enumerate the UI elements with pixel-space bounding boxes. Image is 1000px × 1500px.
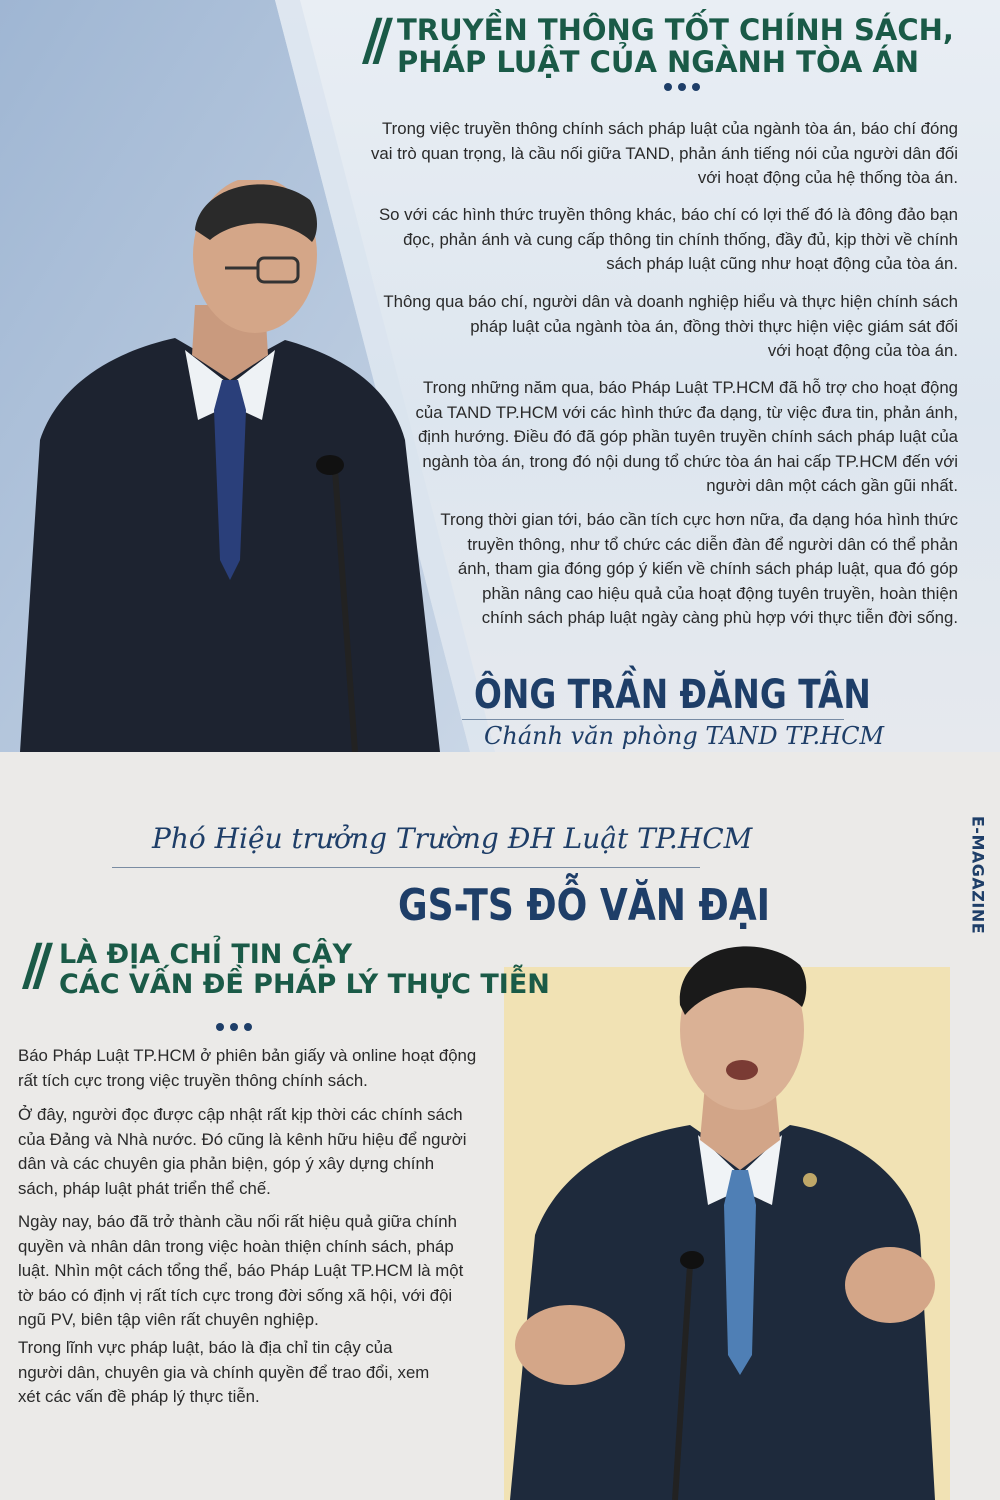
section-2-paragraph-2-line-3: dân và các chuyên gia phản biện, góp ý xây dựng chính bbox=[18, 1154, 435, 1173]
section-2-paragraph-4-line-1: Trong lĩnh vực pháp luật, báo là địa chỉ tin cậy của bbox=[18, 1338, 393, 1357]
speaker-2-divider bbox=[112, 867, 700, 868]
section-2-heading-line-2: CÁC VẤN ĐỀ PHÁP LÝ THỰC TIỄN bbox=[59, 969, 550, 1000]
section-1-paragraph-4-line-1: Trong những năm qua, báo Pháp Luật TP.HCM đã hỗ trợ cho hoạt động bbox=[422, 378, 958, 397]
section-2-paragraph-3-line-2: quyền và nhân dân trong việc hoàn thiện chính sách, pháp bbox=[18, 1236, 454, 1256]
section-1-heading-line-1: TRUYỀN THÔNG TỐT CHÍNH SÁCH, bbox=[397, 13, 954, 47]
section-1-paragraph-5-line-4: phần nâng cao hiệu quả của hoạt động tuyên truyền, hoàn thiện bbox=[482, 583, 958, 603]
section-2-paragraph-3-line-3: luật. Nhìn một cách tổng thể, báo Pháp Luật TP.HCM là một bbox=[18, 1261, 464, 1280]
section-2-paragraph-4 bbox=[18, 1336, 518, 1410]
section-1-paragraph-1-line-1: Trong việc truyền thông chính sách pháp luật của ngành tòa án, báo chí đóng bbox=[382, 119, 958, 138]
section-1-paragraph-5 bbox=[318, 508, 958, 631]
section-2-paragraph-3-line-4: tờ báo có định vị rất tích cực trong đời sống xã hội, với đội bbox=[18, 1285, 453, 1305]
heading-slash-decoration: // bbox=[362, 8, 383, 73]
section-1-paragraph-5-line-3: ánh, tham gia đóng góp ý kiến về chính sách pháp luật, qua đó góp bbox=[457, 559, 958, 578]
section-1-paragraph-2-line-1: So với các hình thức truyền thông khác, báo chí có lợi thế đó là đông đảo bạn bbox=[378, 205, 958, 224]
section-1-paragraph-3-line-1: Thông qua báo chí, người dân và doanh nghiệp hiểu và thực hiện chính sách bbox=[383, 292, 958, 311]
speaker-1-divider bbox=[462, 719, 844, 720]
section-1-heading-line-2: PHÁP LUẬT CỦA NGÀNH TÒA ÁN bbox=[397, 45, 920, 79]
section-2-paragraph-2-line-2: của Đảng và Nhà nước. Đó cũng là kênh hữu hiệu để người bbox=[18, 1129, 467, 1149]
section-1-paragraph-1 bbox=[318, 117, 958, 191]
section-1-paragraph-4 bbox=[318, 376, 958, 499]
speaker-1-name: ÔNG TRẦN ĐĂNG TÂN bbox=[474, 672, 871, 718]
section-1-paragraph-3-line-3: với hoạt động của tòa án. bbox=[767, 341, 958, 360]
section-2-paragraph-4-line-3: xét các vấn đề pháp lý thực tiễn. bbox=[18, 1387, 260, 1406]
section-2-paragraph-3-line-5: ngũ PV, biên tập viên rất chuyên nghiệp. bbox=[18, 1310, 319, 1329]
section-1-paragraph-4-line-2: của TAND TP.HCM với các hình thức đa dạng, từ việc đưa tin, phản ánh, bbox=[415, 402, 958, 422]
section-1-paragraph-5-line-5: chính sách pháp luật ngày càng phù hợp với thực tiễn đời sống. bbox=[481, 608, 958, 627]
section-2-paragraph-1-line-2: rất tích cực trong việc truyền thông chính sách. bbox=[18, 1070, 368, 1090]
section-1-paragraph-2 bbox=[318, 203, 958, 277]
section-1-paragraph-2-line-3: sách pháp luật cũng như hoạt động của tòa án. bbox=[606, 254, 958, 273]
e-magazine-side-tag: E-MAGAZINE bbox=[968, 815, 988, 935]
section-1-paragraph-2-line-2: đọc, phản ánh và cung cấp thông tin chính thống, đầy đủ, kịp thời về chính bbox=[403, 229, 958, 249]
section-1-paragraph-4-line-3: định hướng. Điều đó đã góp phần tuyên truyền chính sách pháp luật của bbox=[417, 427, 958, 446]
section-2-dots-divider bbox=[216, 1023, 252, 1031]
heading-slash-decoration-2: // bbox=[22, 933, 43, 998]
section-1-paragraph-4-line-4: ngành tòa án, trong đó nội dung tổ chức tòa án hai cấp TP.HCM đến với bbox=[422, 451, 958, 471]
section-1-paragraph-1-line-3: với hoạt động của hệ thống tòa án. bbox=[697, 168, 958, 187]
section-1-dots-divider bbox=[664, 83, 700, 91]
section-2-paragraph-2 bbox=[18, 1103, 518, 1201]
section-2-paragraph-4-line-2: người dân, chuyên gia và chính quyền để trao đổi, xem bbox=[18, 1362, 430, 1382]
section-1-paragraph-4-line-5: người dân một cách gần gũi nhất. bbox=[706, 476, 958, 495]
section-1-paragraph-5-line-1: Trong thời gian tới, báo cần tích cực hơn nữa, đa dạng hóa hình thức bbox=[440, 510, 958, 529]
speaker-2-name: GS-TS ĐỖ VĂN ĐẠI bbox=[398, 880, 771, 931]
section-1-paragraph-3 bbox=[318, 290, 958, 364]
section-1-paragraph-3-line-2: pháp luật của ngành tòa án, đồng thời thực hiện việc giám sát đối bbox=[470, 316, 958, 336]
speaker-1-title: Chánh văn phòng TAND TP.HCM bbox=[484, 722, 885, 750]
section-2-paragraph-3 bbox=[18, 1210, 518, 1333]
speaker-2-title: Phó Hiệu trưởng Trường ĐH Luật TP.HCM bbox=[152, 822, 753, 855]
speaker-2-photo bbox=[480, 935, 950, 1500]
section-2-paragraph-1 bbox=[18, 1044, 518, 1093]
section-2-paragraph-2-line-4: sách, pháp luật phát triển thể chế. bbox=[18, 1178, 271, 1198]
section-1-paragraph-1-line-2: vai trò quan trọng, là cầu nối giữa TAND, phản ánh tiếng nói của người dân đối bbox=[370, 143, 958, 163]
section-2-paragraph-3-line-1: Ngày nay, báo đã trở thành cầu nối rất hiệu quả giữa chính bbox=[18, 1212, 457, 1231]
section-2-paragraph-2-line-1: Ở đây, người đọc được cập nhật rất kịp thời các chính sách bbox=[18, 1105, 463, 1124]
section-2-heading-line-1: LÀ ĐỊA CHỈ TIN CẬY bbox=[59, 939, 353, 970]
section-2-paragraph-1-line-1: Báo Pháp Luật TP.HCM ở phiên bản giấy và online hoạt động bbox=[18, 1046, 477, 1065]
section-1-paragraph-5-line-2: truyền thông, như tổ chức các diễn đàn để người dân có thể phản bbox=[467, 534, 958, 554]
